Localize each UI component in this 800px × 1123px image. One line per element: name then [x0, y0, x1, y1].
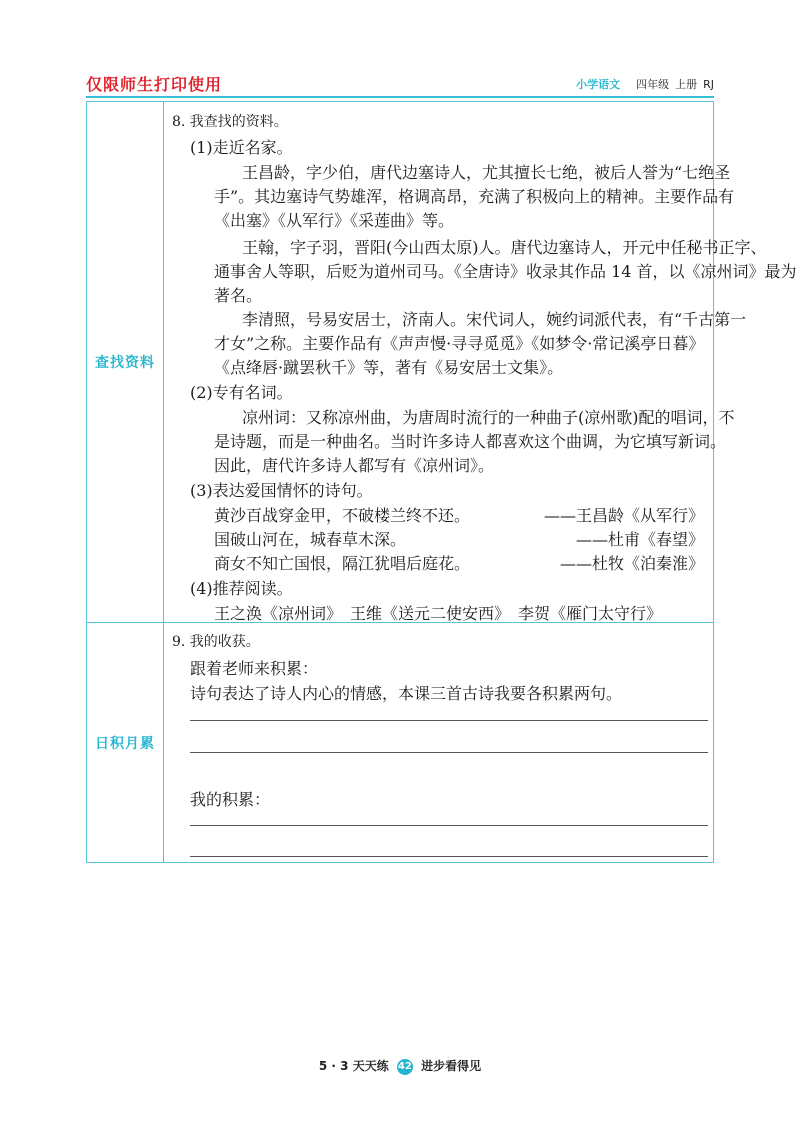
page-footer: [0, 1057, 800, 1075]
section-label-cell: [87, 102, 164, 622]
poem-line: 商女不知亡国恨，隔江犹唱后庭花。: [214, 554, 471, 573]
subject-label: 小学语文: [576, 78, 621, 91]
paragraph-line: 王翰，字子羽，晋阳(今山西太原)人。唐代边塞诗人，开元中任秘书正字、: [242, 238, 767, 257]
q8-heading-4: (4)推荐阅读。: [190, 579, 293, 598]
q8-title: 8. 我查找的资料。: [172, 114, 288, 130]
book-info: [570, 76, 714, 92]
paragraph-line: 因此，唐代许多诗人都写有《凉州词》。: [214, 456, 495, 475]
poem-source: ——杜甫《春望》: [575, 530, 704, 549]
header-divider: [86, 96, 714, 98]
section-label-accumulate: 日积月累: [95, 735, 155, 752]
paragraph-line: 凉州词：又称凉州曲，为唐周时流行的一种曲子(凉州歌)配的唱词，不: [242, 408, 735, 427]
q9-title: 9. 我的收获。: [172, 634, 260, 650]
section-label-research: 查找资料: [95, 355, 155, 371]
q9-mine-label: 我的积累：: [190, 790, 271, 809]
poem-source: ——杜牧《泊秦淮》: [559, 554, 704, 573]
q8-heading-3: (3)表达爱国情怀的诗句。: [190, 481, 373, 500]
print-notice: 仅限师生打印使用: [86, 75, 223, 94]
q9-instruction: 诗句表达了诗人内心的情感，本课三首古诗我要各积累两句。: [190, 684, 623, 703]
paragraph-line: 通事舍人等职，后贬为道州司马。《全唐诗》收录其作品 14 首，以《凉州词》最为: [214, 262, 797, 281]
footer-slogan: 进步看得见: [421, 1059, 482, 1073]
recommended-reading: 王之涣《凉州词》 王维《送元二使安西》 李贺《雁门太守行》: [214, 604, 663, 623]
answer-line[interactable]: [190, 825, 708, 826]
paragraph-line: 著名。: [214, 286, 263, 305]
poem-line: 国破山河在，城春草木深。: [214, 530, 407, 549]
page-number: 42: [397, 1059, 413, 1075]
paragraph-line: 王昌龄，字少伯，唐代边塞诗人，尤其擅长七绝，被后人誉为“七绝圣: [242, 163, 731, 182]
answer-line[interactable]: [190, 720, 708, 721]
q9-lead: 跟着老师来积累：: [190, 659, 319, 678]
paragraph-line: 《点绛唇·蹴罢秋千》等，著有《易安居士文集》。: [214, 358, 564, 377]
footer-brand: 5 · 3 天天练: [318, 1059, 389, 1073]
q8-heading-1: (1)走近名家。: [190, 138, 293, 157]
paragraph-line: 才女”之称。主要作品有《声声慢·寻寻觅觅》《如梦令·常记溪亭日暮》: [214, 334, 705, 353]
edition-label: RJ: [703, 78, 714, 91]
answer-line[interactable]: [190, 752, 708, 753]
q8-heading-2: (2)专有名词。: [190, 383, 293, 402]
paragraph-line: 手”。其边塞诗气势雄浑，格调高昂，充满了积极向上的精神。主要作品有: [214, 187, 735, 206]
poem-source: ——王昌龄《从军行》: [543, 506, 704, 525]
answer-line[interactable]: [190, 856, 708, 857]
paragraph-line: 《出塞》《从军行》《采莲曲》等。: [214, 211, 455, 230]
paragraph-line: 李清照，号易安居士，济南人。宋代词人，婉约词派代表，有“千古第一: [242, 310, 747, 329]
grade-label: 四年级: [636, 78, 670, 91]
paragraph-line: 是诗题，而是一种曲名。当时许多诗人都喜欢这个曲调，为它填写新词。: [214, 432, 727, 451]
poem-line: 黄沙百战穿金甲，不破楼兰终不还。: [214, 506, 471, 525]
section-label-cell: [87, 622, 164, 863]
volume-label: 上册: [675, 78, 698, 91]
